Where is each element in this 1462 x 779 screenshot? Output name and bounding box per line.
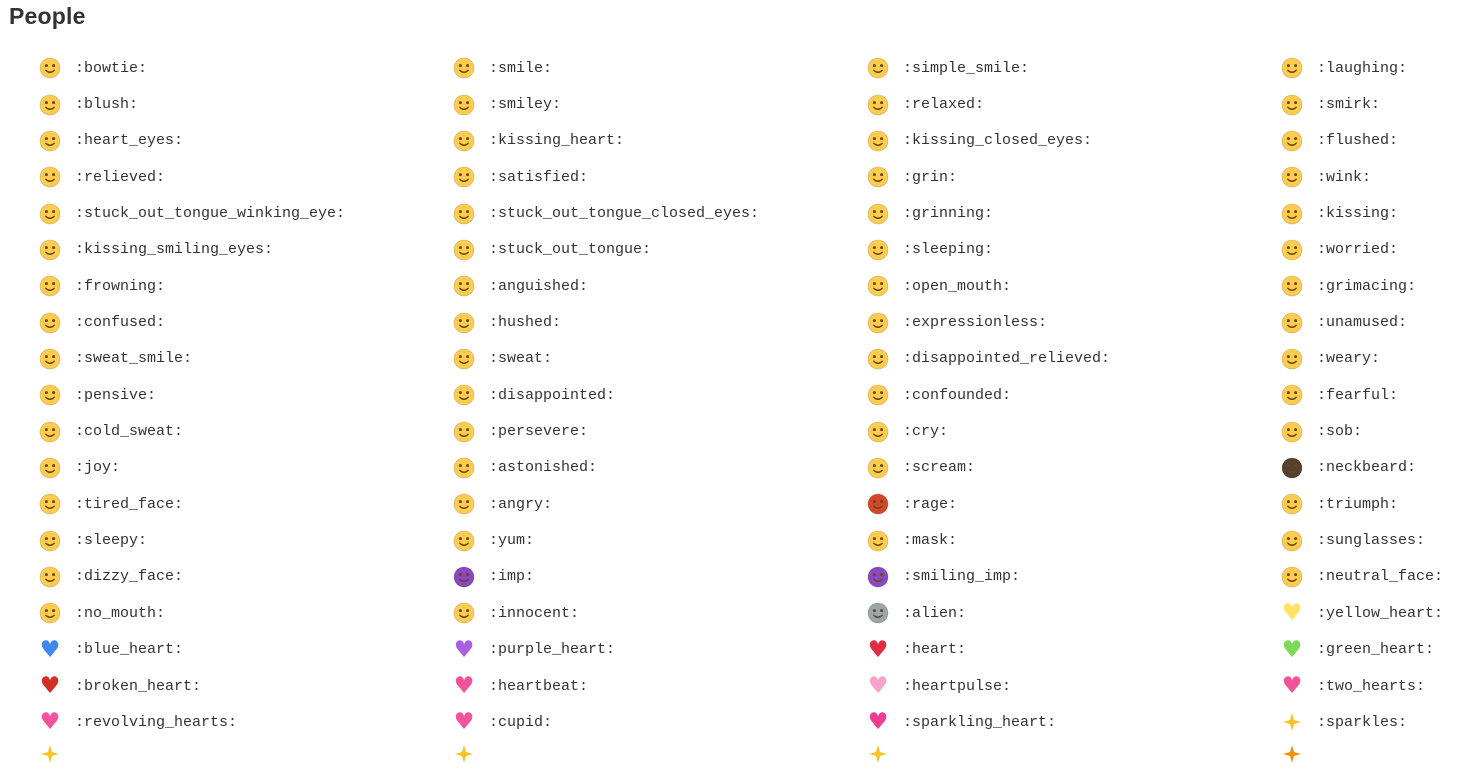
emoji-entry[interactable] [452, 486, 866, 522]
emoji-entry[interactable] [1280, 668, 1462, 704]
green-heart-icon: ♥ [1281, 636, 1303, 663]
emoji-entry[interactable] [866, 559, 1280, 595]
worried-icon [1280, 239, 1304, 261]
emoji-entry-clipped[interactable] [452, 741, 866, 779]
emoji-code: :kissing_closed_eyes: [903, 132, 1093, 150]
emoji-entry[interactable] [1280, 86, 1462, 122]
emoji-code: :cold_sweat: [75, 423, 184, 441]
emoji-entry[interactable] [38, 159, 452, 195]
emoji-code: :pensive: [75, 386, 157, 404]
no-mouth-icon [38, 602, 62, 624]
heartbeat-icon: ♥ [453, 673, 475, 700]
pensive-icon [38, 384, 62, 406]
frowning-icon [38, 275, 62, 297]
kissing-closed-eyes-icon [866, 130, 890, 152]
emoji-entry[interactable] [452, 522, 866, 558]
sunglasses-icon [1280, 530, 1304, 552]
emoji-entry[interactable] [866, 341, 1280, 377]
emoji-entry[interactable] [452, 159, 866, 195]
yellow-heart-icon: ♥ [1281, 600, 1303, 627]
emoji-code: :two_hearts: [1317, 677, 1426, 695]
smiley-icon [452, 94, 476, 116]
emoji-code: :hushed: [489, 314, 562, 332]
emoji-code: :angry: [489, 495, 553, 513]
confused-icon [38, 312, 62, 334]
emoji-entry[interactable] [1280, 195, 1462, 231]
emoji-code: :no_mouth: [75, 604, 166, 622]
unamused-icon [1280, 312, 1304, 334]
emoji-entry[interactable] [38, 704, 452, 740]
stuck-out-tongue-icon [452, 239, 476, 261]
relieved-icon [38, 166, 62, 188]
emoji-code: :heart_eyes: [75, 132, 184, 150]
emoji-entry[interactable] [1280, 268, 1462, 304]
emoji-code: :heartpulse: [903, 677, 1012, 695]
emoji-code: :mask: [903, 532, 958, 550]
emoji-entry-clipped[interactable] [38, 741, 452, 779]
emoji-code: :green_heart: [1317, 641, 1435, 659]
emoji-entry[interactable] [452, 450, 866, 486]
emoji-code: :fearful: [1317, 386, 1399, 404]
emoji-code: :relieved: [75, 168, 166, 186]
emoji-entry[interactable] [38, 268, 452, 304]
emoji-code: :persevere: [489, 423, 589, 441]
persevere-icon [452, 421, 476, 443]
emoji-code: :grin: [903, 168, 958, 186]
heartpulse-icon: ♥ [867, 673, 889, 700]
emoji-code: :sleeping: [903, 241, 994, 259]
emoji-code: :confused: [75, 314, 166, 332]
emoji-entry[interactable] [38, 50, 452, 86]
emoji-code: :neckbeard: [1317, 459, 1417, 477]
emoji-code: :dizzy_face: [75, 568, 184, 586]
kissing-heart-icon [452, 130, 476, 152]
rage-icon [866, 493, 890, 515]
emoji-entry[interactable] [452, 632, 866, 668]
emoji-entry[interactable] [452, 232, 866, 268]
disappointed-icon [452, 384, 476, 406]
emoji-entry[interactable] [1280, 413, 1462, 449]
angry-icon [452, 493, 476, 515]
emoji-code: :disappointed_relieved: [903, 350, 1111, 368]
emoji-code: :relaxed: [903, 96, 985, 114]
clipped-emoji-icon [1280, 743, 1304, 765]
emoji-code: :revolving_hearts: [75, 713, 238, 731]
emoji-entry[interactable] [1280, 159, 1462, 195]
emoji-code: :sob: [1317, 423, 1363, 441]
emoji-code: :weary: [1317, 350, 1381, 368]
emoji-entry[interactable] [38, 195, 452, 231]
disappointed-relieved-icon [866, 348, 890, 370]
emoji-code: :frowning: [75, 277, 166, 295]
smirk-icon [1280, 94, 1304, 116]
emoji-entry[interactable] [1280, 559, 1462, 595]
grinning-icon [866, 203, 890, 225]
emoji-entry[interactable] [1280, 232, 1462, 268]
cold-sweat-icon [38, 421, 62, 443]
emoji-entry[interactable] [866, 450, 1280, 486]
emoji-entry[interactable] [1280, 123, 1462, 159]
scream-icon [866, 457, 890, 479]
emoji-code: :neutral_face: [1317, 568, 1444, 586]
smiling-imp-icon [866, 566, 890, 588]
emoji-entry[interactable] [452, 413, 866, 449]
emoji-entry[interactable] [452, 704, 866, 740]
sob-icon [1280, 421, 1304, 443]
emoji-code: :laughing: [1317, 59, 1408, 77]
imp-icon [452, 566, 476, 588]
relaxed-icon [866, 94, 890, 116]
emoji-code: :joy: [75, 459, 121, 477]
emoji-entry[interactable] [38, 595, 452, 631]
neckbeard-icon [1280, 457, 1304, 479]
blue-heart-icon: ♥ [39, 636, 61, 663]
yum-icon [452, 530, 476, 552]
emoji-code: :sunglasses: [1317, 532, 1426, 550]
emoji-entry[interactable] [1280, 50, 1462, 86]
smile-icon [452, 57, 476, 79]
emoji-code: :stuck_out_tongue_winking_eye: [75, 205, 346, 223]
emoji-code: :smile: [489, 59, 553, 77]
emoji-code: :heart: [903, 641, 967, 659]
open-mouth-icon [866, 275, 890, 297]
emoji-code: :sleepy: [75, 532, 148, 550]
emoji-entry[interactable] [38, 450, 452, 486]
emoji-entry[interactable] [38, 632, 452, 668]
emoji-code: :open_mouth: [903, 277, 1012, 295]
emoji-entry[interactable] [38, 522, 452, 558]
triumph-icon [1280, 493, 1304, 515]
emoji-entry[interactable] [1280, 377, 1462, 413]
wink-icon [1280, 166, 1304, 188]
anguished-icon [452, 275, 476, 297]
weary-icon [1280, 348, 1304, 370]
hushed-icon [452, 312, 476, 334]
astonished-icon [452, 457, 476, 479]
emoji-entry[interactable] [866, 377, 1280, 413]
emoji-code: :cupid: [489, 713, 553, 731]
emoji-code: :kissing_smiling_eyes: [75, 241, 274, 259]
emoji-code: :grinning: [903, 205, 994, 223]
emoji-code: :smiley: [489, 96, 562, 114]
emoji-entry[interactable] [866, 159, 1280, 195]
emoji-entry[interactable] [452, 268, 866, 304]
emoji-code: :anguished: [489, 277, 589, 295]
emoji-entry[interactable] [452, 195, 866, 231]
emoji-entry[interactable] [1280, 595, 1462, 631]
grin-icon [866, 166, 890, 188]
satisfied-icon [452, 166, 476, 188]
innocent-icon [452, 602, 476, 624]
emoji-entry[interactable] [866, 486, 1280, 522]
confounded-icon [866, 384, 890, 406]
emoji-entry[interactable] [1280, 632, 1462, 668]
emoji-code: :heartbeat: [489, 677, 589, 695]
tired-face-icon [38, 493, 62, 515]
clipped-emoji-icon [38, 743, 62, 765]
emoji-entry[interactable] [866, 232, 1280, 268]
emoji-entry[interactable] [452, 123, 866, 159]
emoji-code: :expressionless: [903, 314, 1048, 332]
emoji-entry[interactable] [38, 377, 452, 413]
emoji-entry[interactable] [38, 86, 452, 122]
emoji-entry[interactable] [452, 377, 866, 413]
emoji-code: :scream: [903, 459, 976, 477]
emoji-code: :stuck_out_tongue: [489, 241, 652, 259]
fearful-icon [1280, 384, 1304, 406]
emoji-entry[interactable] [866, 668, 1280, 704]
emoji-code: :blush: [75, 96, 139, 114]
emoji-entry[interactable] [38, 232, 452, 268]
emoji-code: :smirk: [1317, 96, 1381, 114]
sweat-smile-icon [38, 348, 62, 370]
emoji-entry[interactable] [1280, 522, 1462, 558]
emoji-entry[interactable] [1280, 304, 1462, 340]
emoji-entry-clipped[interactable] [1280, 741, 1462, 779]
heart-eyes-icon [38, 130, 62, 152]
emoji-code: :grimacing: [1317, 277, 1417, 295]
emoji-entry[interactable] [866, 522, 1280, 558]
sleepy-icon [38, 530, 62, 552]
blush-icon [38, 94, 62, 116]
emoji-list-people [0, 30, 1462, 779]
emoji-entry[interactable] [866, 123, 1280, 159]
emoji-entry[interactable] [866, 195, 1280, 231]
page-title: People [9, 3, 86, 29]
purple-heart-icon: ♥ [453, 636, 475, 663]
emoji-entry[interactable] [452, 304, 866, 340]
emoji-entry[interactable] [38, 123, 452, 159]
emoji-code: :sweat: [489, 350, 553, 368]
emoji-code: :unamused: [1317, 314, 1408, 332]
emoji-code: :satisfied: [489, 168, 589, 186]
emoji-entry[interactable] [452, 595, 866, 631]
emoji-code: :triumph: [1317, 495, 1399, 513]
emoji-code: :cry: [903, 423, 949, 441]
emoji-entry[interactable] [38, 559, 452, 595]
emoji-entry[interactable] [866, 50, 1280, 86]
sparkles-icon [1280, 711, 1304, 733]
joy-icon [38, 457, 62, 479]
emoji-entry[interactable] [866, 86, 1280, 122]
emoji-entry[interactable] [1280, 341, 1462, 377]
emoji-code: :simple_smile: [903, 59, 1030, 77]
emoji-code: :wink: [1317, 168, 1372, 186]
emoji-code: :stuck_out_tongue_closed_eyes: [489, 205, 760, 223]
sweat-icon [452, 348, 476, 370]
emoji-entry[interactable] [38, 668, 452, 704]
emoji-entry[interactable] [38, 413, 452, 449]
cry-icon [866, 421, 890, 443]
emoji-code: :flushed: [1317, 132, 1399, 150]
emoji-code: :blue_heart: [75, 641, 184, 659]
bowtie-icon [38, 57, 62, 79]
stuck-out-tongue-winking-eye-icon [38, 203, 62, 225]
emoji-entry[interactable] [452, 559, 866, 595]
emoji-entry[interactable] [1280, 486, 1462, 522]
flushed-icon [1280, 130, 1304, 152]
clipped-emoji-icon [866, 743, 890, 765]
emoji-code: :purple_heart: [489, 641, 616, 659]
broken-heart-icon: ♥ [39, 673, 61, 700]
emoji-code: :imp: [489, 568, 535, 586]
emoji-entry[interactable] [452, 668, 866, 704]
mask-icon [866, 530, 890, 552]
simple-smile-icon [866, 57, 890, 79]
emoji-entry[interactable] [38, 486, 452, 522]
emoji-entry[interactable] [866, 304, 1280, 340]
heart-icon: ♥ [867, 636, 889, 663]
laughing-icon [1280, 57, 1304, 79]
emoji-entry[interactable] [866, 268, 1280, 304]
cupid-icon: ♥ [453, 709, 475, 736]
emoji-code: :smiling_imp: [903, 568, 1021, 586]
emoji-code: :disappointed: [489, 386, 616, 404]
emoji-code: :yum: [489, 532, 535, 550]
two-hearts-icon: ♥ [1281, 673, 1303, 700]
neutral-face-icon [1280, 566, 1304, 588]
emoji-entry[interactable] [452, 86, 866, 122]
emoji-entry[interactable] [866, 595, 1280, 631]
emoji-entry-clipped[interactable] [866, 741, 1280, 779]
emoji-code: :kissing_heart: [489, 132, 625, 150]
revolving-hearts-icon: ♥ [39, 709, 61, 736]
emoji-code: :innocent: [489, 604, 580, 622]
kissing-smiling-eyes-icon [38, 239, 62, 261]
emoji-entry[interactable] [452, 341, 866, 377]
grimacing-icon [1280, 275, 1304, 297]
emoji-entry[interactable] [866, 632, 1280, 668]
emoji-code: :yellow_heart: [1317, 604, 1444, 622]
emoji-code: :rage: [903, 495, 958, 513]
emoji-code: :confounded: [903, 386, 1012, 404]
emoji-code: :sparkling_heart: [903, 713, 1057, 731]
alien-icon [866, 602, 890, 624]
emoji-code: :sweat_smile: [75, 350, 193, 368]
emoji-code: :broken_heart: [75, 677, 202, 695]
sparkling-heart-icon: ♥ [867, 709, 889, 736]
emoji-entry[interactable] [38, 304, 452, 340]
emoji-entry[interactable] [866, 413, 1280, 449]
expressionless-icon [866, 312, 890, 334]
clipped-emoji-icon [452, 743, 476, 765]
emoji-entry[interactable] [1280, 450, 1462, 486]
kissing-icon [1280, 203, 1304, 225]
emoji-code: :astonished: [489, 459, 598, 477]
emoji-code: :tired_face: [75, 495, 184, 513]
emoji-code: :worried: [1317, 241, 1399, 259]
emoji-entry[interactable] [38, 341, 452, 377]
emoji-code: :bowtie: [75, 59, 148, 77]
sleeping-icon [866, 239, 890, 261]
emoji-code: :sparkles: [1317, 713, 1408, 731]
emoji-entry[interactable] [1280, 704, 1462, 740]
emoji-entry[interactable] [452, 50, 866, 86]
dizzy-face-icon [38, 566, 62, 588]
emoji-code: :kissing: [1317, 205, 1399, 223]
emoji-entry[interactable] [866, 704, 1280, 740]
stuck-out-tongue-closed-eyes-icon [452, 203, 476, 225]
emoji-code: :alien: [903, 604, 967, 622]
